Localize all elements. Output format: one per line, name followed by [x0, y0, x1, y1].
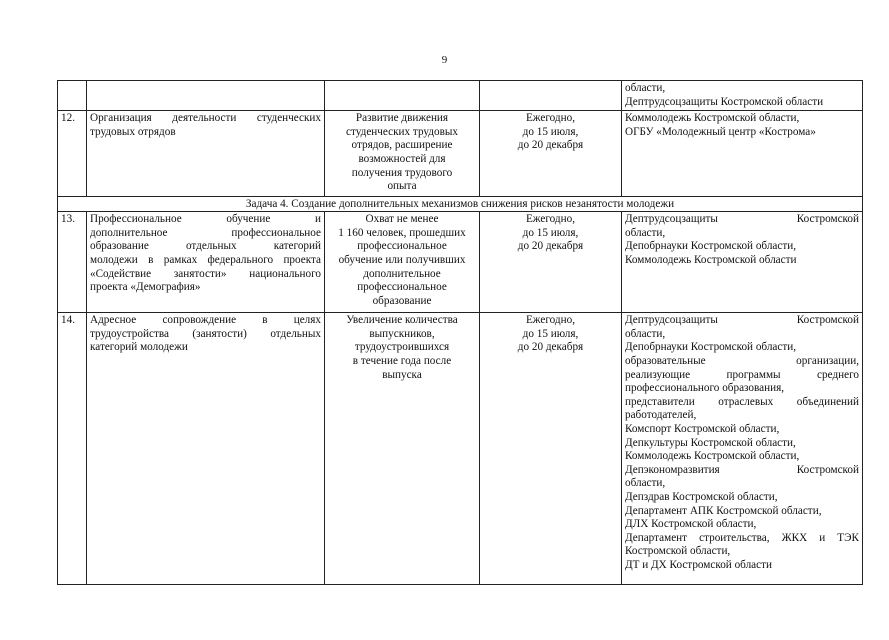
cell-text-line: Ежегодно, — [525, 112, 576, 125]
cell-text-line: возможностей для — [358, 152, 446, 165]
cell-text-line: профессиональное — [357, 240, 447, 253]
cell-text-line: опыта — [387, 180, 417, 193]
cell-text-line: обучение или получивших — [338, 253, 466, 266]
cell-text-line: области, — [625, 477, 666, 490]
row-number-cell: 12. — [58, 111, 87, 197]
cell-text-line: представители отраслевых объединений — [625, 395, 859, 408]
cell-text-line: области, — [625, 82, 666, 94]
cell-text-line: Дептрудсоцзащиты Костромской области — [625, 95, 824, 108]
cell-text-line: студенческих трудовых — [346, 125, 458, 138]
activity-cell — [87, 212, 325, 313]
cell-text-line: Депэкономразвития Костромской — [625, 463, 859, 476]
task-heading-row — [58, 197, 863, 212]
cell-text-line: области, — [625, 226, 666, 239]
cell-text-line: дополнительное — [363, 267, 441, 280]
result-cell — [325, 111, 480, 197]
deadline-cell — [480, 81, 622, 111]
deadline-cell — [480, 111, 622, 197]
table-row — [58, 313, 863, 585]
cell-text-line: Дептрудсоцзащиты Костромской — [625, 314, 859, 327]
executors-cell — [622, 212, 863, 313]
measures-table — [57, 80, 863, 585]
cell-text-line: Департамент строительства, ЖКХ и ТЭК — [625, 531, 859, 544]
cell-text-line: в течение года после — [352, 354, 452, 367]
activity-cell — [87, 313, 325, 585]
cell-text-line: трудоустроившихся — [354, 341, 450, 354]
cell-text-line: Дептрудсоцзащиты Костромской — [625, 213, 859, 226]
activity-cell — [87, 111, 325, 197]
cell-text-line: трудоустройства (занятости) отдельных — [90, 327, 321, 340]
cell-text-line: Депздрав Костромской области, — [625, 490, 778, 503]
cell-text-line: Коммолодежь Костромской области — [625, 253, 797, 266]
cell-text-line: Ежегодно, — [525, 314, 576, 327]
table-row — [58, 111, 863, 197]
cell-text-line: Ежегодно, — [525, 213, 576, 226]
cell-text-line: Развитие движения — [355, 112, 449, 125]
cell-text-line: области, — [625, 327, 666, 340]
cell-text-line: проекта «Демография» — [90, 281, 201, 294]
row-number-cell — [58, 81, 87, 111]
cell-text-line: отрядов, расширение — [351, 139, 453, 152]
row-number-cell: 14. — [58, 313, 87, 585]
cell-text-line: Профессиональное обучение и — [90, 213, 321, 226]
cell-text-line: Организация деятельности студенческих — [90, 112, 321, 125]
cell-text-line: до 20 декабря — [517, 139, 584, 152]
cell-text-line: Депобрнауки Костромской области, — [625, 341, 797, 354]
cell-text-line: Комспорт Костромской области, — [625, 422, 780, 435]
cell-text-line: работодателей, — [625, 409, 697, 422]
cell-text-line: молодежи в рамках федерального проекта — [90, 253, 321, 266]
executors-cell — [622, 81, 863, 111]
cell-text-line: 1 160 человек, прошедших — [338, 226, 466, 239]
cell-text-line: «Содействие занятости» национального — [90, 267, 321, 280]
cell-text-line: Депобрнауки Костромской области, — [625, 240, 797, 253]
row-number-cell: 13. — [58, 212, 87, 313]
table-row — [58, 212, 863, 313]
cell-text-line: трудовых отрядов — [90, 125, 176, 138]
cell-text-line: Департамент АПК Костромской области, — [625, 504, 822, 517]
cell-text-line: образовательные организации, — [625, 354, 859, 367]
cell-text-line: ДТ и ДХ Костромской области — [625, 558, 772, 571]
cell-text-line: категорий молодежи — [90, 341, 188, 354]
cell-text-line: ДЛХ Костромской области, — [625, 518, 757, 531]
deadline-cell — [480, 212, 622, 313]
cell-text-line: дополнительное профессиональное — [90, 226, 321, 239]
cell-text-line: профессиональное — [357, 281, 447, 294]
cell-text-line: до 15 июля, — [522, 226, 579, 239]
cell-text-line: до 15 июля, — [522, 327, 579, 340]
cell-text-line: Охват не менее — [365, 213, 439, 226]
cell-text-line: Депкультуры Костромской области, — [625, 436, 796, 449]
cell-text-line: Коммолодежь Костромской области, — [625, 112, 800, 125]
cell-text-line: Коммолодежь Костромской области, — [625, 450, 800, 463]
cell-text-line: профессионального образования, — [625, 382, 785, 395]
executors-cell — [622, 111, 863, 197]
cell-text-line: ОГБУ «Молодежный центр «Кострома» — [625, 125, 816, 138]
cell-text-line: образование отдельных категорий — [90, 240, 321, 253]
cell-text-line: получения трудового — [351, 166, 453, 179]
deadline-cell — [480, 313, 622, 585]
result-cell — [325, 81, 480, 111]
cell-text-line: выпуска — [382, 368, 422, 381]
page-number: 9 — [441, 54, 448, 66]
executors-cell — [622, 313, 863, 585]
result-cell — [325, 313, 480, 585]
cell-text-line: до 20 декабря — [517, 341, 584, 354]
cell-text-line: до 15 июля, — [522, 125, 579, 138]
cell-text-line: реализующие программы среднего — [625, 368, 859, 381]
cell-text-line: до 20 декабря — [517, 240, 584, 253]
table-row — [58, 81, 863, 111]
cell-text-line: образование — [372, 294, 432, 307]
task-heading: Задача 4. Создание дополнительных механизмов снижения рисков незанятости молодежи — [58, 197, 863, 212]
activity-cell — [87, 81, 325, 111]
cell-text-line: Увеличение количества — [346, 314, 458, 327]
cell-text-line: Костромской области, — [625, 545, 731, 558]
cell-text-line: выпускников, — [369, 327, 435, 340]
cell-text-line: Адресное сопровождение в целях — [90, 314, 321, 327]
result-cell — [325, 212, 480, 313]
